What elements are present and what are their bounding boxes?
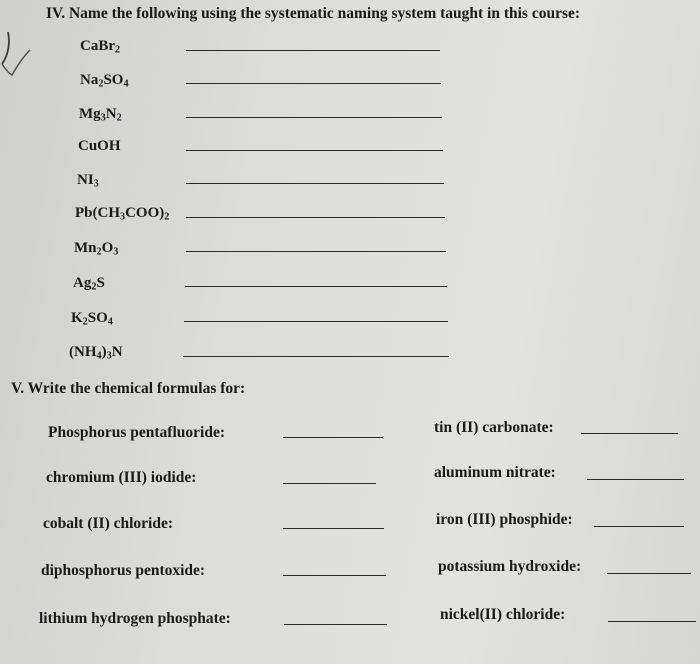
question-label: chromium (III) iodide: [46,469,197,486]
section-v-title: V. Write the chemical formulas for: [11,380,246,397]
question-label: cobalt (II) chloride: [43,515,174,532]
answer-blank[interactable] [283,437,383,438]
answer-blank[interactable] [186,251,446,252]
answer-blank[interactable] [284,624,387,625]
question-label: diphosphorus pentoxide: [41,562,206,579]
answer-blank[interactable] [186,50,440,51]
answer-blank[interactable] [283,483,376,484]
answer-blank[interactable] [186,117,442,118]
answer-blank[interactable] [283,528,384,529]
answer-blank[interactable] [581,433,678,434]
answer-blank[interactable] [186,83,441,84]
pencil-checkmark [0,28,40,88]
question-label: iron (III) phosphide: [436,511,573,528]
answer-blank[interactable] [185,286,447,287]
formula-item: $Mg_3N_2$ [79,106,122,124]
answer-blank[interactable] [186,217,445,218]
question-label: potassium hydroxide: [438,558,582,575]
answer-blank[interactable] [608,621,696,622]
formula-item: CaBr$_2$ [80,38,121,56]
question-label: Phosphorus pentafluoride: [48,424,225,441]
formula-item: $Mn_2O_3$ [74,240,119,258]
question-label: tin (II) carbonate: [434,419,554,436]
formula-item: $Ag_2S$ [73,275,105,293]
formula-item: $K_2SO_4$ [71,310,113,328]
formula-item: CuOH [78,138,121,154]
answer-blank[interactable] [283,575,386,576]
formula-item: $NI_3$ [77,172,99,190]
answer-blank[interactable] [184,321,448,322]
question-label: lithium hydrogen phosphate: [39,610,231,627]
formula-item: $Pb(CH_3COO)_2$ [75,205,170,223]
answer-blank[interactable] [186,183,444,184]
answer-blank[interactable] [587,479,684,480]
answer-blank[interactable] [186,150,443,151]
question-label: aluminum nitrate: [434,464,556,481]
section-iv-title: IV. Name the following using the systematic naming system taught in this course: [46,5,581,22]
formula-item: $Na_2SO_4$ [80,72,129,90]
formula-item: $(NH_4)_3N$ [69,344,123,362]
question-label: nickel(II) chloride: [440,606,566,623]
answer-blank[interactable] [607,573,691,574]
answer-blank[interactable] [183,356,449,357]
answer-blank[interactable] [594,526,684,527]
